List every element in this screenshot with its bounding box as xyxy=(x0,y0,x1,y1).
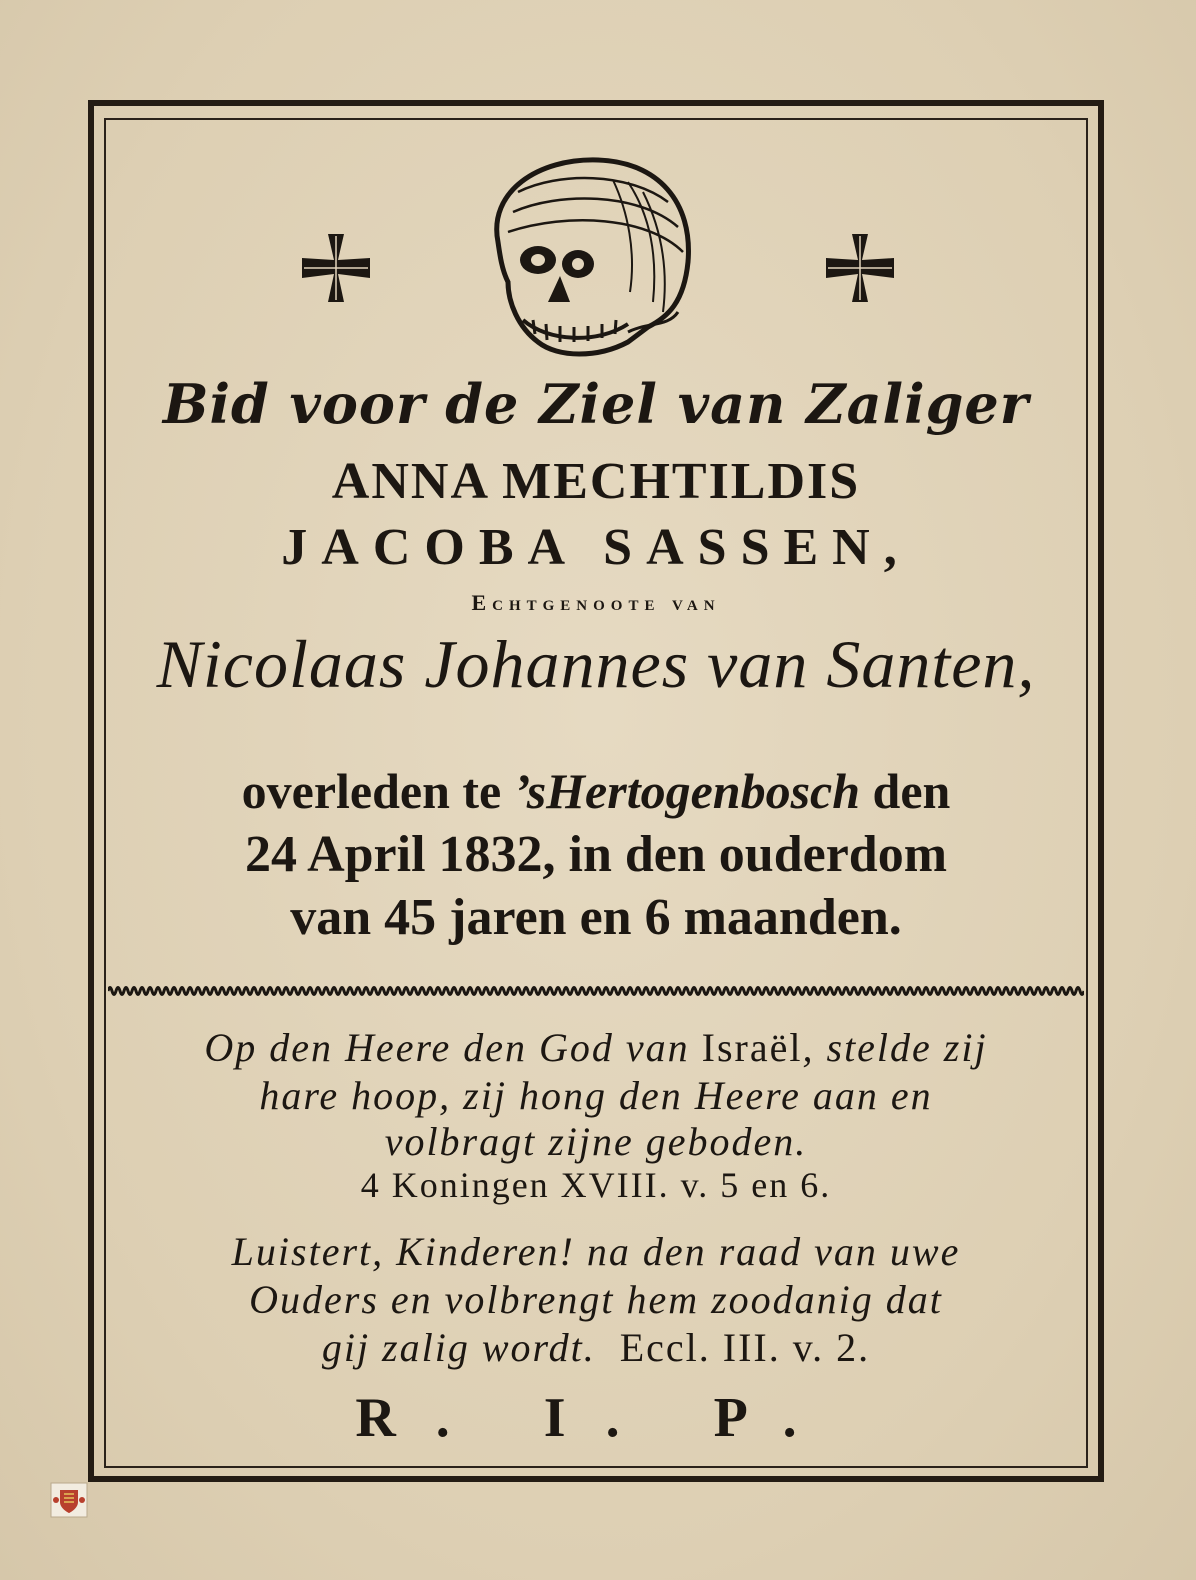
death-line-1 xyxy=(104,762,1088,820)
death-line-2: 24 April 1832, in den ouderdom xyxy=(244,826,948,883)
spouse-name: Nicolaas Johannes van Santen, xyxy=(156,626,1036,702)
skull-icon xyxy=(478,152,698,362)
cross-pattee-icon xyxy=(298,230,374,306)
deceased-name-line-1: ANNA MECHTILDIS xyxy=(331,453,861,510)
verse-2-line-3 xyxy=(112,1324,1080,1371)
death-place: ’sHertogenbosch xyxy=(513,763,861,819)
verse-2-line-2: Ouders en volbrengt hem zoodanig dat xyxy=(249,1277,943,1322)
cross-pattee-icon xyxy=(822,230,898,306)
verse-2-reference: Eccl. III. v. 2. xyxy=(595,1325,871,1370)
verse-1-line-2: hare hoop, zij hong den Heere aan en xyxy=(259,1073,933,1118)
death-prefix: overleden te xyxy=(241,763,514,819)
death-suffix: den xyxy=(860,763,951,819)
death-line-3: van 45 jaren en 6 maanden. xyxy=(290,889,902,946)
verse-1-line-1 xyxy=(112,1024,1080,1071)
heraldic-emblem-icon xyxy=(50,1482,88,1518)
prayer-heading: Bid voor de Ziel van Zaliger xyxy=(162,372,1030,436)
verse-1-text-c: , stelde zij xyxy=(802,1025,988,1070)
verse-1-line-3: volbragt zijne geboden. xyxy=(384,1119,808,1164)
wavy-divider xyxy=(108,982,1084,1000)
spouse-label: Echtgenoote van xyxy=(471,590,721,615)
verse-1-israel: Israël xyxy=(701,1025,803,1070)
verse-2-line-1: Luistert, Kinderen! na den raad van uwe xyxy=(231,1229,961,1274)
rip-closing: R. I. P. xyxy=(355,1387,837,1449)
verse-1-text-a: Op den Heere den God van xyxy=(204,1025,702,1070)
deceased-name-line-2: JACOBA SASSEN, xyxy=(281,519,911,576)
verse-2-text: gij zalig wordt. xyxy=(321,1325,596,1370)
verse-1-reference: 4 Koningen XVIII. v. 5 en 6. xyxy=(360,1165,832,1205)
